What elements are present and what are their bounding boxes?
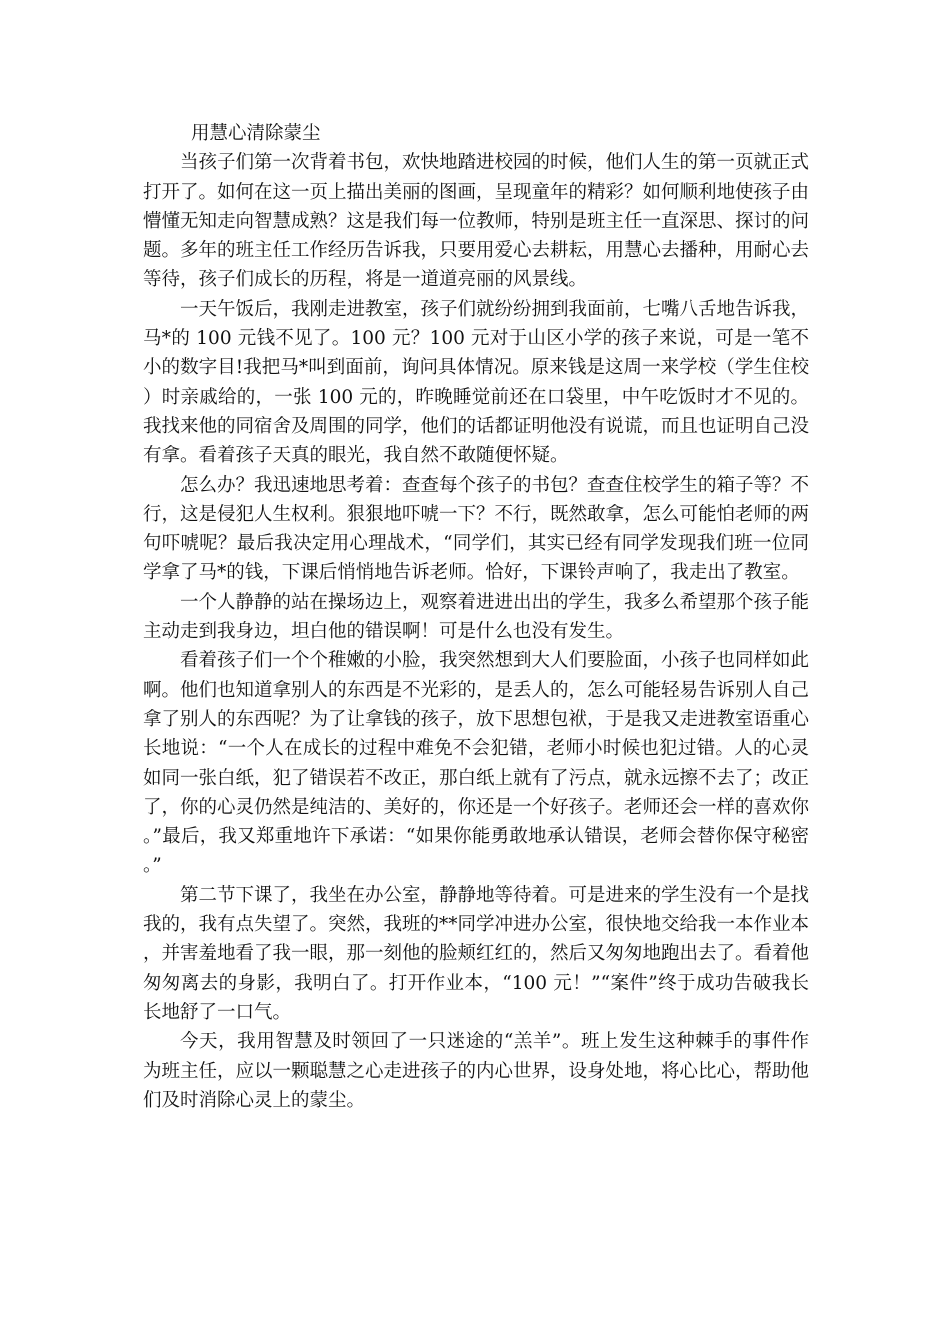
paragraph-2: 一天午饭后，我刚走进教室，孩子们就纷纷拥到我面前，七嘴八舌地告诉我，马*的 100 元钱不见了。100 元？100 元对于山区小学的孩子来说，可是一笔不小的数字目!我把马*叫到面前，询问具体情况。原来钱是这周一来学校（学生住校）时亲戚给的，一张 100 元的，昨晚睡觉前还在口袋里，中午吃饭时才不见的。我找来他的同宿舍及周围的同学，他们的话都证明他没有说谎，而且也证明自己没有拿。看着孩子天真的眼光，我自然不敢随便怀疑。: [143, 298, 810, 467]
paragraph-4: 一个人静静的站在操场边上，观察着进进出出的学生，我多么希望那个孩子能主动走到我身边，坦白他的错误啊！可是什么也没有发生。: [143, 591, 810, 643]
paragraph-7: 今天，我用智慧及时领回了一只迷途的“羔羊”。班上发生这种棘手的事件作为班主任，应以一颗聪慧之心走进孩子的内心世界，设身处地，将心比心，帮助他们及时消除心灵上的蒙尘。: [143, 1031, 810, 1111]
paragraph-5: 看着孩子们一个个稚嫩的小脸，我突然想到大人们要脸面，小孩子也同样如此啊。他们也知道拿别人的东西是不光彩的，是丢人的，怎么可能轻易告诉别人自己拿了别人的东西呢？为了让拿钱的孩子，放下思想包袱，于是我又走进教室语重心长地说：“一个人在成长的过程中难免不会犯错，老师小时候也犯过错。人的心灵如同一张白纸，犯了错误若不改正，那白纸上就有了污点，就永远擦不去了；改正了，你的心灵仍然是纯洁的、美好的，你还是一个好孩子。老师还会一样的喜欢你。”最后，我又郑重地许下承诺：“如果你能勇敢地承认错误，老师会替你保守秘密。”: [143, 650, 810, 877]
paragraph-3: 怎么办？我迅速地思考着：查查每个孩子的书包？查查住校学生的箱子等？不行，这是侵犯人生权利。狠狠地吓唬一下？不行，既然敢拿，怎么可能怕老师的两句吓唬呢？最后我决定用心理战术，“同学们，其实已经有同学发现我们班一位同学拿了马*的钱，下课后悄悄地告诉老师。恰好，下课铃声响了，我走出了教室。: [143, 474, 810, 584]
document-title: 用慧心清除蒙尘: [191, 123, 321, 144]
paragraph-6: 第二节下课了，我坐在办公室，静静地等待着。可是进来的学生没有一个是找我的，我有点失望了。突然，我班的**同学冲进办公室，很快地交给我一本作业本，并害羞地看了我一眼，那一刻他的脸颊红红的，然后又匆匆地跑出去了。看着他匆匆离去的身影，我明白了。打开作业本，“100 元！”“案件”终于成功告破我长长地舒了一口气。: [143, 884, 810, 1023]
document-page: [143, 119, 809, 1115]
paragraph-1: 当孩子们第一次背着书包，欢快地踏进校园的时候，他们人生的第一页就正式打开了。如何在这一页上描出美丽的图画，呈现童年的精彩？如何顺利地使孩子由懵懂无知走向智慧成熟？这是我们每一位教师，特别是班主任一直深思、探讨的问题。多年的班主任工作经历告诉我，只要用爱心去耕耘，用慧心去播种，用耐心去等待，孩子们成长的历程，将是一道道亮丽的风景线。: [143, 152, 810, 291]
